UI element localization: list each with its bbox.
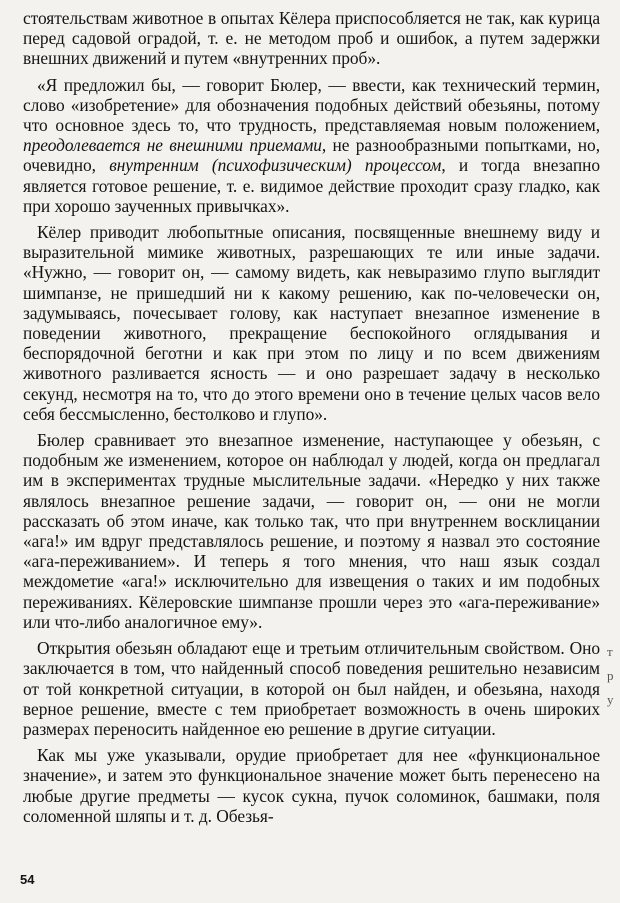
text-run: Кёлер приводит любопытные описания, посвященные внешнему виду и выразительной мимике животных, разрешающих те или иные задачи. «Нужно, — говорит он, — самому видеть, как невыразимо глупо выглядит шимпанзе, не пришедший ни к какому решению, как по-человечески он, задумываясь, почесывает голову, как наступает внезапное изменение в поведении животного, прекращение беспокойного оглядывания и беспорядочной беготни и как при этом по лицу и по всем движениям животного разливается ясность — и оно разрешает задачу в несколько секунд, несмотря на то, что до этого времени оно в течение целых часов вело себя бессмысленно, бестолково и глупо». <box>23 222 600 424</box>
margin-annotation <box>607 640 620 712</box>
paragraph <box>23 638 600 739</box>
text-run: , и тогда внезапно является готовое решение, т. е. видимое действие проходит сразу гладко, как при хорошо заученных привычках». <box>23 155 600 216</box>
body-text <box>23 8 600 826</box>
margin-mark: у <box>607 692 614 707</box>
text-run: Бюлер сравнивает это внезапное изменение, наступающее у обезьян, с подобным же изменением, которое он наблюдал у людей, когда он предлагал им в экспериментах трудные мыслительные задачи. «Нередко у них также являлось внезапное решение задачи, — говорит он, — они не могли рассказать об этом иначе, как только так, что при внутреннем восклицании «ага!» им вдруг представлялось решение, и поэтому я назвал это состояние «ага-переживанием». И теперь я того мнения, что наш язык создал междометие «ага!» исключительно для извещения о таких и им подобных переживаниях. Кёлеровские шимпанзе прошли через это «ага-переживание» или что-либо аналогичное ему». <box>23 430 600 632</box>
paragraph <box>23 745 600 826</box>
text-run: Открытия обезьян обладают еще и третьим отличительным свойством. Оно заключается в том, что найденный способ поведения решительно независим от той конкретной ситуации, в которой он был найден, и обезьяна, находя верное решение, вместе с тем приобретает возможность в очень широких размерах переносить найденное ею решение в другие ситуации. <box>23 638 600 739</box>
margin-mark: р <box>607 668 614 683</box>
page-number: 54 <box>20 872 35 887</box>
text-run: Как мы уже указывали, орудие приобретает для нее «функциональное значение», и затем это функциональное значение может быть перенесено на любые другие предметы — кусок сукна, пучок соломинок, башмаки, поля соломенной шляпы и т. д. Обезья- <box>23 745 600 826</box>
text-run: стоятельствам животное в опытах Кёлера приспособляется не так, как курица перед садовой оградой, т. е. не методом проб и ошибок, а путем задержки внешних движений и путем «внутренних проб». <box>23 8 600 69</box>
italic-text: внутренним (психофизическим) процессом <box>109 155 442 176</box>
paragraph <box>23 222 600 424</box>
text-run: , не разнообразными попытками, но, очевидно, <box>23 135 600 176</box>
margin-mark: т <box>607 644 613 659</box>
italic-text: преодолевается не внешними приемами <box>23 135 322 156</box>
paragraph <box>23 8 600 69</box>
text-run: «Я предложил бы, — говорит Бюлер, — ввести, как технический термин, слово «изобретение» для обозначения подобных действий обезьяны, потому что основное здесь то, что трудность, представляемая новым положением, <box>23 74 600 136</box>
paragraph <box>23 430 600 632</box>
paragraph <box>23 75 600 216</box>
